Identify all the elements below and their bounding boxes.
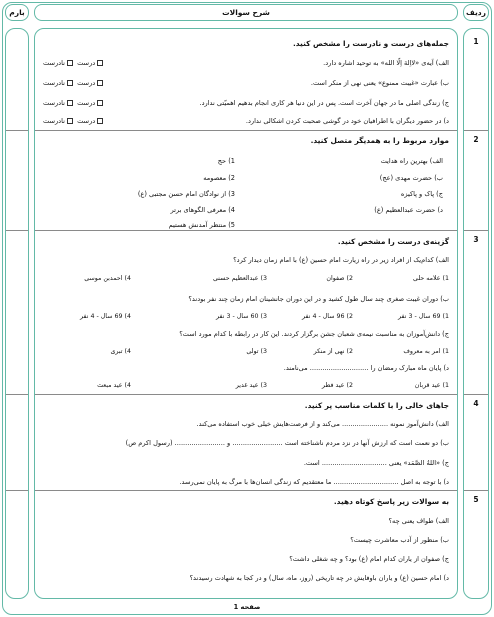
false-label: نادرست: [43, 59, 65, 67]
question-number: 2: [473, 135, 479, 144]
match-right-item: ج) پاک و پاکیزه: [400, 190, 443, 198]
true-checkbox[interactable]: [97, 100, 103, 106]
question-number: 3: [473, 235, 479, 244]
question-title: موارد مربوط را به همدیگر متصل کنید.: [310, 136, 449, 145]
true-checkbox[interactable]: [97, 60, 103, 66]
mcq-option[interactable]: 1) علامه حلی: [413, 275, 449, 282]
mcq-option[interactable]: 4) 69 سال - 4 نفر: [80, 313, 131, 320]
fill-blank-item: الف) دانش‌آموز نمونه ...................... می‌کند و از فرصت‌هایش خیلی خوب استفاده می‌کند.: [196, 420, 449, 428]
short-answer-item: ج) صفوان از یاران کدام امام (ع) بود؟ و چه شغلی داشت؟: [289, 555, 449, 563]
match-left-item: 1) حج: [217, 157, 235, 165]
true-label: درست: [77, 79, 96, 87]
match-right-item: د) حضرت عبدالعظیم (ع): [374, 206, 443, 214]
true-label: درست: [77, 117, 96, 125]
true-label: درست: [77, 99, 96, 107]
mcq-option[interactable]: 4) تبری: [110, 348, 131, 355]
false-checkbox[interactable]: [67, 100, 73, 106]
mcq-options: [41, 347, 449, 356]
mcq-option[interactable]: 3) تولی: [246, 348, 267, 355]
table-header: [3, 3, 491, 23]
false-checkbox[interactable]: [67, 60, 73, 66]
true-false-choice: [43, 99, 105, 108]
mcq-option[interactable]: 3) عبدالعظیم حسنی: [212, 275, 267, 282]
number-column: [463, 28, 489, 599]
question-title: جاهای خالی را با کلمات مناسب پر کنید.: [304, 401, 449, 410]
short-answer-item: د) امام حسین (ع) و یاران باوفایش در چه تاریخی (روز، ماه، سال) و در کجا به شهادت رسیدند؟: [189, 574, 449, 582]
statement-item: ج) زندگی اصلی ما در جهان آخرت است. پس در این دنیا هر کاری انجام بدهیم اهمیّتی ندارد.: [199, 99, 449, 107]
mcq-question: د) پایان ماه مبارک رمضان را ............................ می‌نامند.: [283, 364, 449, 372]
true-false-choice: [43, 79, 105, 88]
mcq-option[interactable]: 1) عید قربان: [414, 382, 449, 389]
mcq-option[interactable]: 3) عید غدیر: [235, 382, 267, 389]
false-label: نادرست: [43, 117, 65, 125]
mcq-question: الف) کدام‌یک از افراد زیر در راه زیارت امام حسین (ع) با امام زمان دیدار کرد؟: [233, 256, 449, 264]
mcq-option[interactable]: 2) 96 سال - 4 نفر: [302, 313, 353, 320]
false-checkbox[interactable]: [67, 80, 73, 86]
match-right-item: ب) حضرت مهدی (عج): [379, 174, 443, 182]
mcq-option[interactable]: 2) نهی از منکر: [313, 348, 353, 355]
fill-blank-item: د) با توجه به اصل ............................... ما معتقدیم که زندگی انسان‌ها با مرگ به پایان نمی‌رسد.: [179, 478, 449, 486]
mcq-options: [41, 312, 449, 321]
score-column: [5, 28, 29, 599]
mcq-options: [41, 381, 449, 390]
mcq-question: ب) دوران غیبت صغری چند سال طول کشید و در این دوران جانشینان امام زمان چند نفر بودند؟: [188, 295, 449, 303]
header-number-label: ردیف: [463, 4, 489, 21]
match-right-item: الف) بهترین راه هدایت: [380, 157, 443, 165]
divider: [35, 490, 457, 491]
question-title: گزینه‌ی درست را مشخص کنید.: [337, 237, 449, 246]
fill-blank-item: ج) «اللهُ الصَّمَد» یعنی ............................... است.: [303, 459, 449, 467]
divider: [6, 490, 28, 491]
mcq-option[interactable]: 4) احمدبن موسی: [84, 275, 131, 282]
mcq-option[interactable]: 4) عید مبعث: [97, 382, 131, 389]
exam-page: [2, 2, 492, 615]
match-left-item: 3) از نوادگان امام حسن مجتبی (ع): [137, 190, 235, 198]
match-left-item: 5) منتظر آمدنش هستیم: [168, 221, 235, 229]
divider: [464, 230, 488, 231]
true-false-choice: [43, 59, 105, 68]
question-number: 4: [473, 399, 479, 408]
questions-column: [34, 28, 458, 599]
divider: [464, 394, 488, 395]
divider: [35, 130, 457, 131]
statement-item: ب) عبارت «غیبت ممنوع» یعنی نهی از منکر است.: [310, 79, 449, 87]
header-score-label: بارم: [5, 4, 29, 21]
fill-blank-item: ب) دو نعمت است که ارزش آنها در نزد مردم ناشناخته است ........................ و ........................ (رسول اکرم ص): [125, 439, 449, 447]
statement-item: د) در حضور دیگران با اطرافیان خود در گوشی صحبت کردن اشکالی ندارد.: [245, 117, 449, 125]
short-answer-item: الف) طواف یعنی چه؟: [388, 517, 449, 525]
true-checkbox[interactable]: [97, 80, 103, 86]
statement-item: الف) آیه‌ی «لااِلهَ اِلّا الله» به توحید اشاره دارد.: [323, 59, 449, 67]
page-number: صفحه 1: [233, 603, 261, 611]
divider: [6, 230, 28, 231]
question-title: جمله‌های درست و نادرست را مشخص کنید.: [292, 39, 449, 48]
divider: [35, 394, 457, 395]
false-checkbox[interactable]: [67, 118, 73, 124]
divider: [6, 394, 28, 395]
mcq-option[interactable]: 1) 69 سال - 3 نفر: [398, 313, 449, 320]
true-label: درست: [77, 59, 96, 67]
mcq-option[interactable]: 3) 60 سال - 3 نفر: [216, 313, 267, 320]
mcq-option[interactable]: 2) صفوان: [326, 275, 353, 282]
false-label: نادرست: [43, 79, 65, 87]
false-label: نادرست: [43, 99, 65, 107]
mcq-options: [41, 274, 449, 283]
divider: [35, 230, 457, 231]
divider: [464, 490, 488, 491]
divider: [464, 130, 488, 131]
mcq-question: ج) دانش‌آموزان به مناسبت نیمه‌ی شعبان جشن برگزار کردند. این کار در رابطه با کدام مورد است؟: [179, 330, 449, 338]
question-number: 1: [473, 37, 479, 46]
short-answer-item: ب) منظور از آدب معاشرت چیست؟: [350, 536, 449, 544]
mcq-option[interactable]: 2) عید فطر: [321, 382, 353, 389]
true-false-choice: [43, 117, 105, 126]
header-title: شرح سوالات: [34, 4, 458, 21]
match-left-item: 4) معرفی الگوهای برتر: [170, 206, 235, 214]
match-left-item: 2) معصومه: [203, 174, 235, 182]
question-title: به سوالات زیر پاسخ کوتاه دهید.: [333, 497, 449, 506]
mcq-option[interactable]: 1) امر به معروف: [403, 348, 449, 355]
question-number: 5: [473, 495, 479, 504]
divider: [6, 130, 28, 131]
true-checkbox[interactable]: [97, 118, 103, 124]
